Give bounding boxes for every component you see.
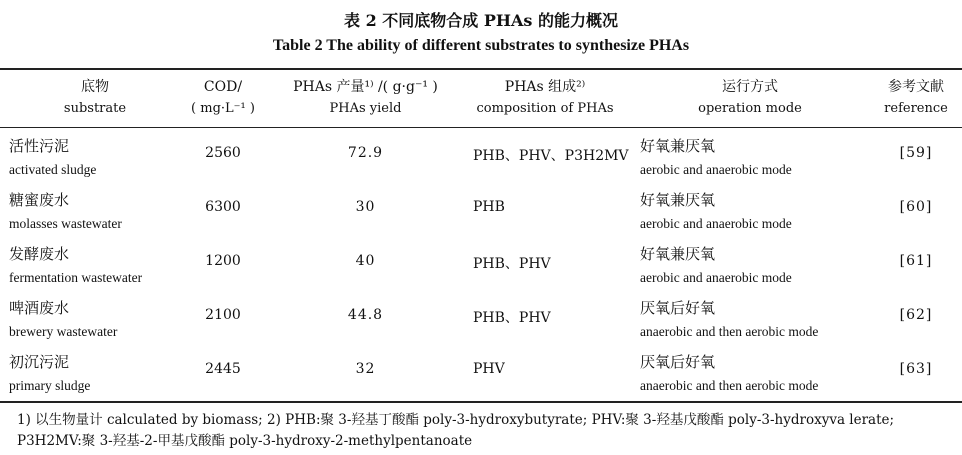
operation-cell bbox=[640, 189, 880, 235]
footnote-line-2: P3H2MV:聚 3-羟基-2-甲基戊酸酯 poly-3-hydroxy-2-methylpentanoate bbox=[17, 433, 473, 449]
substrate-cell bbox=[9, 351, 189, 397]
header-operation-cn: 运行方式 bbox=[722, 79, 778, 95]
header-reference-cn: 参考文献 bbox=[888, 79, 944, 95]
operation-cell bbox=[640, 135, 880, 181]
yield-cell: 44.8 bbox=[347, 307, 384, 323]
header-reference-en: reference bbox=[884, 101, 948, 116]
table-row bbox=[0, 292, 962, 346]
header-composition bbox=[468, 76, 622, 120]
header-operation bbox=[670, 76, 830, 120]
reference-cell: [59] bbox=[899, 145, 933, 161]
header-yield-en: PHAs yield bbox=[329, 101, 402, 116]
substrate-cell bbox=[9, 243, 189, 289]
composition-cell: PHB、PHV bbox=[473, 256, 551, 272]
table-caption-cn: 表 2 不同底物合成 PHAs 的能力概况 bbox=[344, 11, 618, 30]
operation-cn: 厌氧后好氧 bbox=[640, 353, 716, 371]
bottom-rule bbox=[0, 401, 962, 403]
substrate-cn: 啤酒废水 bbox=[9, 299, 70, 317]
header-cod-label: COD/ bbox=[203, 79, 243, 95]
composition-cell: PHV bbox=[473, 361, 505, 377]
composition-cell: PHB、PHV bbox=[473, 310, 551, 326]
header-yield bbox=[283, 76, 448, 120]
operation-en: aerobic and anaerobic mode bbox=[640, 162, 792, 177]
cod-cell: 2560 bbox=[205, 145, 241, 161]
operation-en: aerobic and anaerobic mode bbox=[640, 216, 792, 231]
header-composition-cn: PHAs 组成²⁾ bbox=[504, 79, 586, 95]
substrate-cn: 初沉污泥 bbox=[9, 353, 70, 371]
operation-en: aerobic and anaerobic mode bbox=[640, 270, 792, 285]
substrate-en: fermentation wastewater bbox=[9, 270, 143, 285]
cod-cell: 6300 bbox=[205, 199, 241, 215]
reference-cell: [62] bbox=[899, 307, 933, 323]
header-yield-cn: PHAs 产量¹⁾ /( g·g⁻¹ ) bbox=[293, 79, 438, 95]
header-composition-en: composition of PHAs bbox=[476, 101, 614, 116]
substrate-cell bbox=[9, 135, 189, 181]
header-substrate-cn: 底物 bbox=[81, 79, 109, 95]
substrate-cn: 活性污泥 bbox=[9, 137, 70, 155]
operation-en: anaerobic and then aerobic mode bbox=[640, 378, 819, 393]
operation-cn: 好氧兼厌氧 bbox=[640, 137, 716, 155]
substrate-en: molasses wastewater bbox=[9, 216, 122, 231]
reference-cell: [61] bbox=[899, 253, 933, 269]
operation-en: anaerobic and then aerobic mode bbox=[640, 324, 819, 339]
header-reference bbox=[872, 76, 960, 120]
substrate-cell bbox=[9, 297, 189, 343]
top-rule bbox=[0, 68, 962, 70]
header-cod bbox=[183, 76, 263, 120]
substrate-cell bbox=[9, 189, 189, 235]
cod-cell: 2100 bbox=[205, 307, 241, 323]
header-substrate-en: substrate bbox=[63, 101, 127, 116]
substrate-en: activated sludge bbox=[9, 162, 97, 177]
header-operation-en: operation mode bbox=[698, 101, 802, 116]
operation-cell bbox=[640, 297, 880, 343]
reference-cell: [63] bbox=[899, 361, 933, 377]
operation-cn: 好氧兼厌氧 bbox=[640, 191, 716, 209]
operation-cn: 好氧兼厌氧 bbox=[640, 245, 716, 263]
operation-cell bbox=[640, 243, 880, 289]
substrate-cn: 发酵废水 bbox=[9, 245, 70, 263]
cod-cell: 2445 bbox=[205, 361, 241, 377]
operation-cell bbox=[640, 351, 880, 397]
yield-cell: 40 bbox=[355, 253, 376, 269]
header-cod-unit: ( mg·L⁻¹ ) bbox=[191, 101, 255, 116]
composition-cell: PHB、PHV、P3H2MV bbox=[473, 148, 629, 164]
table-footnotes bbox=[17, 410, 957, 452]
footnote-line-1: 1) 以生物量计 calculated by biomass; 2) PHB:聚 3-羟基丁酸酯 poly-3-hydroxybutyrate; PHV:聚 3-羟基戊酸酯 poly-3-hydroxyva lerate; bbox=[17, 412, 895, 428]
header-rule bbox=[0, 127, 962, 128]
cod-cell: 1200 bbox=[205, 253, 241, 269]
reference-cell: [60] bbox=[899, 199, 933, 215]
yield-cell: 32 bbox=[355, 361, 376, 377]
table-row bbox=[0, 130, 962, 184]
substrate-en: primary sludge bbox=[9, 378, 91, 393]
substrate-en: brewery wastewater bbox=[9, 324, 118, 339]
table-row bbox=[0, 346, 962, 400]
table-caption-en: Table 2 The ability of different substrates to synthesize PHAs bbox=[272, 37, 690, 54]
table-row bbox=[0, 238, 962, 292]
composition-cell: PHB bbox=[473, 199, 505, 215]
yield-cell: 30 bbox=[355, 199, 376, 215]
operation-cn: 厌氧后好氧 bbox=[640, 299, 716, 317]
header-substrate bbox=[40, 76, 150, 120]
table-row bbox=[0, 184, 962, 238]
substrate-cn: 糖蜜废水 bbox=[9, 191, 70, 209]
yield-cell: 72.9 bbox=[347, 145, 384, 161]
